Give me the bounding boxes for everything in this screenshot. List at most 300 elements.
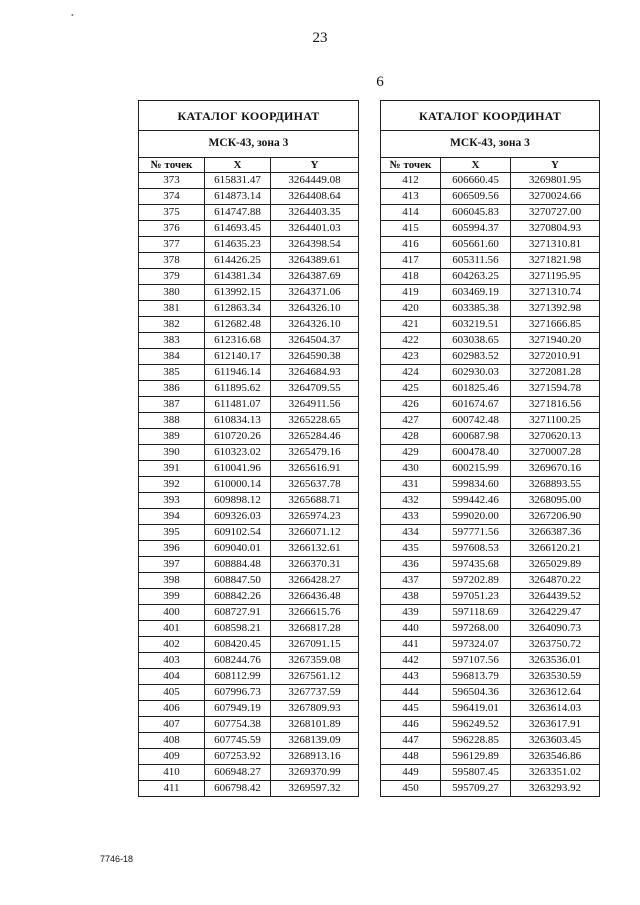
x-coordinate-cell: 606045.83 (441, 205, 511, 221)
y-coordinate-cell: 3269597.32 (271, 781, 359, 797)
table-row (381, 445, 600, 461)
x-coordinate-cell: 597435.68 (441, 557, 511, 573)
x-coordinate-cell: 597771.56 (441, 525, 511, 541)
y-coordinate-cell: 3264504.37 (271, 333, 359, 349)
x-coordinate-cell: 608847.50 (205, 573, 271, 589)
column-header-y: Y (271, 158, 359, 173)
point-number-cell: 423 (381, 349, 441, 365)
point-number-cell: 435 (381, 541, 441, 557)
table-row (139, 333, 359, 349)
point-number-cell: 406 (139, 701, 205, 717)
y-coordinate-cell: 3264911.56 (271, 397, 359, 413)
point-number-cell: 438 (381, 589, 441, 605)
table-row (381, 333, 600, 349)
x-coordinate-cell: 608420.45 (205, 637, 271, 653)
y-coordinate-cell: 3263750.72 (511, 637, 600, 653)
x-coordinate-cell: 610000.14 (205, 477, 271, 493)
table-row (139, 653, 359, 669)
y-coordinate-cell: 3270007.28 (511, 445, 600, 461)
table-row (139, 733, 359, 749)
x-coordinate-cell: 599020.00 (441, 509, 511, 525)
point-number-cell: 429 (381, 445, 441, 461)
table-row (139, 669, 359, 685)
y-coordinate-cell: 3266387.36 (511, 525, 600, 541)
point-number-cell: 393 (139, 493, 205, 509)
y-coordinate-cell: 3271195.95 (511, 269, 600, 285)
y-coordinate-cell: 3266428.27 (271, 573, 359, 589)
point-number-cell: 376 (139, 221, 205, 237)
point-number-cell: 379 (139, 269, 205, 285)
x-coordinate-cell: 612682.48 (205, 317, 271, 333)
table-row (381, 749, 600, 765)
table-row (381, 285, 600, 301)
y-coordinate-cell: 3267359.08 (271, 653, 359, 669)
scan-mark: • (71, 11, 74, 20)
y-coordinate-cell: 3266120.21 (511, 541, 600, 557)
column-header-x: X (205, 158, 271, 173)
point-number-cell: 441 (381, 637, 441, 653)
x-coordinate-cell: 603038.65 (441, 333, 511, 349)
table-row (139, 173, 359, 189)
x-coordinate-cell: 614747.88 (205, 205, 271, 221)
x-coordinate-cell: 597107.56 (441, 653, 511, 669)
x-coordinate-cell: 596419.01 (441, 701, 511, 717)
x-coordinate-cell: 607253.92 (205, 749, 271, 765)
y-coordinate-cell: 3271666.85 (511, 317, 600, 333)
y-coordinate-cell: 3267561.12 (271, 669, 359, 685)
y-coordinate-cell: 3269670.16 (511, 461, 600, 477)
table-row (381, 525, 600, 541)
point-number-cell: 395 (139, 525, 205, 541)
point-number-cell: 433 (381, 509, 441, 525)
table-row (139, 685, 359, 701)
point-number-cell: 445 (381, 701, 441, 717)
point-number-cell: 415 (381, 221, 441, 237)
table-row (381, 653, 600, 669)
x-coordinate-cell: 597268.00 (441, 621, 511, 637)
point-number-cell: 437 (381, 573, 441, 589)
y-coordinate-cell: 3264870.22 (511, 573, 600, 589)
y-coordinate-cell: 3271392.98 (511, 301, 600, 317)
table-row (139, 605, 359, 621)
point-number-cell: 413 (381, 189, 441, 205)
point-number-cell: 399 (139, 589, 205, 605)
y-coordinate-cell: 3263530.59 (511, 669, 600, 685)
table-row (139, 589, 359, 605)
x-coordinate-cell: 608727.91 (205, 605, 271, 621)
point-number-cell: 436 (381, 557, 441, 573)
y-coordinate-cell: 3268101.89 (271, 717, 359, 733)
x-coordinate-cell: 614873.14 (205, 189, 271, 205)
point-number-cell: 420 (381, 301, 441, 317)
table-row (381, 317, 600, 333)
y-coordinate-cell: 3264229.47 (511, 605, 600, 621)
table-row (381, 349, 600, 365)
x-coordinate-cell: 603219.51 (441, 317, 511, 333)
x-coordinate-cell: 609898.12 (205, 493, 271, 509)
y-coordinate-cell: 3266615.76 (271, 605, 359, 621)
table-row (139, 253, 359, 269)
point-number-cell: 408 (139, 733, 205, 749)
x-coordinate-cell: 610720.26 (205, 429, 271, 445)
point-number-cell: 430 (381, 461, 441, 477)
table-title: КАТАЛОГ КООРДИНАТ (381, 101, 600, 131)
y-coordinate-cell: 3265616.91 (271, 461, 359, 477)
table-row (139, 317, 359, 333)
document-code: 7746-18 (100, 854, 134, 864)
table-row (139, 461, 359, 477)
y-coordinate-cell: 3268095.00 (511, 493, 600, 509)
table-row (381, 781, 600, 797)
point-number-cell: 442 (381, 653, 441, 669)
table-row (139, 717, 359, 733)
point-number-cell: 443 (381, 669, 441, 685)
x-coordinate-cell: 603469.19 (441, 285, 511, 301)
x-coordinate-cell: 602983.52 (441, 349, 511, 365)
table-row (139, 525, 359, 541)
point-number-cell: 446 (381, 717, 441, 733)
point-number-cell: 389 (139, 429, 205, 445)
x-coordinate-cell: 614426.25 (205, 253, 271, 269)
y-coordinate-cell: 3272081.28 (511, 365, 600, 381)
x-coordinate-cell: 610323.02 (205, 445, 271, 461)
x-coordinate-cell: 605994.37 (441, 221, 511, 237)
x-coordinate-cell: 600215.99 (441, 461, 511, 477)
point-number-cell: 403 (139, 653, 205, 669)
x-coordinate-cell: 611481.07 (205, 397, 271, 413)
table-row (381, 269, 600, 285)
y-coordinate-cell: 3264387.69 (271, 269, 359, 285)
point-number-cell: 440 (381, 621, 441, 637)
column-header-y: Y (511, 158, 600, 173)
y-coordinate-cell: 3268139.09 (271, 733, 359, 749)
point-number-cell: 375 (139, 205, 205, 221)
x-coordinate-cell: 613992.15 (205, 285, 271, 301)
table-row (381, 701, 600, 717)
table-row (381, 253, 600, 269)
x-coordinate-cell: 607754.38 (205, 717, 271, 733)
point-number-cell: 428 (381, 429, 441, 445)
table-row (381, 477, 600, 493)
point-number-cell: 380 (139, 285, 205, 301)
x-coordinate-cell: 596813.79 (441, 669, 511, 685)
point-number-cell: 402 (139, 637, 205, 653)
y-coordinate-cell: 3267206.90 (511, 509, 600, 525)
y-coordinate-cell: 3268893.55 (511, 477, 600, 493)
point-number-cell: 422 (381, 333, 441, 349)
point-number-cell: 407 (139, 717, 205, 733)
y-coordinate-cell: 3271594.78 (511, 381, 600, 397)
table-row (381, 685, 600, 701)
x-coordinate-cell: 608112.99 (205, 669, 271, 685)
y-coordinate-cell: 3266071.12 (271, 525, 359, 541)
table-row (139, 397, 359, 413)
x-coordinate-cell: 596228.85 (441, 733, 511, 749)
point-number-cell: 427 (381, 413, 441, 429)
table-row (139, 621, 359, 637)
table-row (381, 717, 600, 733)
y-coordinate-cell: 3265284.46 (271, 429, 359, 445)
y-coordinate-cell: 3270024.66 (511, 189, 600, 205)
y-coordinate-cell: 3264449.08 (271, 173, 359, 189)
x-coordinate-cell: 606798.42 (205, 781, 271, 797)
point-number-cell: 385 (139, 365, 205, 381)
x-coordinate-cell: 614381.34 (205, 269, 271, 285)
table-row (381, 365, 600, 381)
point-number-cell: 390 (139, 445, 205, 461)
table-row (139, 413, 359, 429)
y-coordinate-cell: 3271821.98 (511, 253, 600, 269)
point-number-cell: 384 (139, 349, 205, 365)
y-coordinate-cell: 3265228.65 (271, 413, 359, 429)
table-row (381, 493, 600, 509)
y-coordinate-cell: 3267737.59 (271, 685, 359, 701)
x-coordinate-cell: 608244.76 (205, 653, 271, 669)
y-coordinate-cell: 3264709.55 (271, 381, 359, 397)
point-number-cell: 388 (139, 413, 205, 429)
point-number-cell: 401 (139, 621, 205, 637)
table-row (381, 381, 600, 397)
x-coordinate-cell: 612140.17 (205, 349, 271, 365)
table-row (139, 573, 359, 589)
point-number-cell: 409 (139, 749, 205, 765)
table-row (139, 429, 359, 445)
point-number-cell: 391 (139, 461, 205, 477)
x-coordinate-cell: 611946.14 (205, 365, 271, 381)
point-number-cell: 417 (381, 253, 441, 269)
point-number-cell: 381 (139, 301, 205, 317)
x-coordinate-cell: 608842.26 (205, 589, 271, 605)
x-coordinate-cell: 605661.60 (441, 237, 511, 253)
x-coordinate-cell: 611895.62 (205, 381, 271, 397)
y-coordinate-cell: 3264326.10 (271, 301, 359, 317)
y-coordinate-cell: 3271816.56 (511, 397, 600, 413)
y-coordinate-cell: 3265479.16 (271, 445, 359, 461)
y-coordinate-cell: 3265974.23 (271, 509, 359, 525)
y-coordinate-cell: 3267809.93 (271, 701, 359, 717)
point-number-cell: 377 (139, 237, 205, 253)
x-coordinate-cell: 612316.68 (205, 333, 271, 349)
x-coordinate-cell: 600687.98 (441, 429, 511, 445)
x-coordinate-cell: 596504.36 (441, 685, 511, 701)
table-row (139, 637, 359, 653)
y-coordinate-cell: 3264684.93 (271, 365, 359, 381)
point-number-cell: 394 (139, 509, 205, 525)
table-row (139, 701, 359, 717)
table-row (381, 573, 600, 589)
table-row (381, 429, 600, 445)
table-subtitle: МСК-43, зона 3 (139, 131, 359, 158)
table-row (381, 461, 600, 477)
x-coordinate-cell: 602930.03 (441, 365, 511, 381)
point-number-cell: 421 (381, 317, 441, 333)
y-coordinate-cell: 3268913.16 (271, 749, 359, 765)
table-row (381, 205, 600, 221)
table-row (381, 733, 600, 749)
y-coordinate-cell: 3263293.92 (511, 781, 600, 797)
y-coordinate-cell: 3266132.61 (271, 541, 359, 557)
table-row (381, 589, 600, 605)
column-header-point-number: № точек (381, 158, 441, 173)
x-coordinate-cell: 597051.23 (441, 589, 511, 605)
x-coordinate-cell: 610834.13 (205, 413, 271, 429)
y-coordinate-cell: 3269370.99 (271, 765, 359, 781)
table-subtitle: МСК-43, зона 3 (381, 131, 600, 158)
x-coordinate-cell: 597118.69 (441, 605, 511, 621)
point-number-cell: 448 (381, 749, 441, 765)
x-coordinate-cell: 597324.07 (441, 637, 511, 653)
point-number-cell: 400 (139, 605, 205, 621)
table-row (139, 237, 359, 253)
y-coordinate-cell: 3270727.00 (511, 205, 600, 221)
table-row (139, 749, 359, 765)
point-number-cell: 434 (381, 525, 441, 541)
point-number-cell: 386 (139, 381, 205, 397)
x-coordinate-cell: 609102.54 (205, 525, 271, 541)
point-number-cell: 432 (381, 493, 441, 509)
x-coordinate-cell: 606948.27 (205, 765, 271, 781)
x-coordinate-cell: 607996.73 (205, 685, 271, 701)
table-row (139, 381, 359, 397)
y-coordinate-cell: 3271100.25 (511, 413, 600, 429)
table-row (381, 621, 600, 637)
y-coordinate-cell: 3263351.02 (511, 765, 600, 781)
table-row (139, 285, 359, 301)
y-coordinate-cell: 3266370.31 (271, 557, 359, 573)
table-row (139, 509, 359, 525)
y-coordinate-cell: 3270804.93 (511, 221, 600, 237)
x-coordinate-cell: 605311.56 (441, 253, 511, 269)
point-number-cell: 447 (381, 733, 441, 749)
point-number-cell: 424 (381, 365, 441, 381)
x-coordinate-cell: 607745.59 (205, 733, 271, 749)
point-number-cell: 411 (139, 781, 205, 797)
y-coordinate-cell: 3264326.10 (271, 317, 359, 333)
x-coordinate-cell: 608598.21 (205, 621, 271, 637)
y-coordinate-cell: 3266817.28 (271, 621, 359, 637)
table-row (381, 173, 600, 189)
y-coordinate-cell: 3264401.03 (271, 221, 359, 237)
y-coordinate-cell: 3263612.64 (511, 685, 600, 701)
point-number-cell: 398 (139, 573, 205, 589)
table-row (139, 349, 359, 365)
y-coordinate-cell: 3264398.54 (271, 237, 359, 253)
point-number-cell: 378 (139, 253, 205, 269)
page-number: 23 (312, 30, 328, 46)
point-number-cell: 405 (139, 685, 205, 701)
table-row (381, 509, 600, 525)
x-coordinate-cell: 604263.25 (441, 269, 511, 285)
x-coordinate-cell: 601825.46 (441, 381, 511, 397)
x-coordinate-cell: 612863.34 (205, 301, 271, 317)
table-row (139, 269, 359, 285)
table-row (139, 221, 359, 237)
point-number-cell: 414 (381, 205, 441, 221)
x-coordinate-cell: 595709.27 (441, 781, 511, 797)
table-row (139, 541, 359, 557)
y-coordinate-cell: 3271940.20 (511, 333, 600, 349)
x-coordinate-cell: 596249.52 (441, 717, 511, 733)
point-number-cell: 392 (139, 477, 205, 493)
coordinate-catalog-table-left (138, 100, 359, 797)
table-row (139, 765, 359, 781)
point-number-cell: 374 (139, 189, 205, 205)
x-coordinate-cell: 610041.96 (205, 461, 271, 477)
y-coordinate-cell: 3265637.78 (271, 477, 359, 493)
point-number-cell: 426 (381, 397, 441, 413)
y-coordinate-cell: 3271310.74 (511, 285, 600, 301)
x-coordinate-cell: 607949.19 (205, 701, 271, 717)
table-row (381, 301, 600, 317)
x-coordinate-cell: 595807.45 (441, 765, 511, 781)
table-row (139, 301, 359, 317)
y-coordinate-cell: 3267091.15 (271, 637, 359, 653)
y-coordinate-cell: 3269801.95 (511, 173, 600, 189)
y-coordinate-cell: 3264590.38 (271, 349, 359, 365)
table-body (381, 173, 600, 797)
table-row (381, 413, 600, 429)
point-number-cell: 410 (139, 765, 205, 781)
y-coordinate-cell: 3263536.01 (511, 653, 600, 669)
point-number-cell: 412 (381, 173, 441, 189)
y-coordinate-cell: 3265029.89 (511, 557, 600, 573)
x-coordinate-cell: 615831.47 (205, 173, 271, 189)
x-coordinate-cell: 600478.40 (441, 445, 511, 461)
point-number-cell: 439 (381, 605, 441, 621)
coordinate-catalog-table-right (380, 100, 600, 797)
x-coordinate-cell: 603385.38 (441, 301, 511, 317)
x-coordinate-cell: 609326.03 (205, 509, 271, 525)
x-coordinate-cell: 614635.23 (205, 237, 271, 253)
point-number-cell: 450 (381, 781, 441, 797)
table-row (381, 605, 600, 621)
x-coordinate-cell: 599442.46 (441, 493, 511, 509)
table-row (139, 205, 359, 221)
column-header-point-number: № точек (139, 158, 205, 173)
x-coordinate-cell: 597608.53 (441, 541, 511, 557)
point-number-cell: 387 (139, 397, 205, 413)
table-row (381, 557, 600, 573)
y-coordinate-cell: 3264408.64 (271, 189, 359, 205)
y-coordinate-cell: 3265688.71 (271, 493, 359, 509)
table-row (381, 237, 600, 253)
table-row (381, 221, 600, 237)
y-coordinate-cell: 3264371.06 (271, 285, 359, 301)
x-coordinate-cell: 606660.45 (441, 173, 511, 189)
point-number-cell: 373 (139, 173, 205, 189)
y-coordinate-cell: 3263617.91 (511, 717, 600, 733)
x-coordinate-cell: 609040.01 (205, 541, 271, 557)
x-coordinate-cell: 600742.48 (441, 413, 511, 429)
y-coordinate-cell: 3263603.45 (511, 733, 600, 749)
point-number-cell: 382 (139, 317, 205, 333)
table-row (139, 493, 359, 509)
table-row (381, 765, 600, 781)
point-number-cell: 383 (139, 333, 205, 349)
point-number-cell: 416 (381, 237, 441, 253)
point-number-cell: 418 (381, 269, 441, 285)
y-coordinate-cell: 3266436.48 (271, 589, 359, 605)
table-row (139, 445, 359, 461)
table-row (139, 365, 359, 381)
y-coordinate-cell: 3264403.35 (271, 205, 359, 221)
y-coordinate-cell: 3272010.91 (511, 349, 600, 365)
table-row (381, 541, 600, 557)
x-coordinate-cell: 599834.60 (441, 477, 511, 493)
point-number-cell: 444 (381, 685, 441, 701)
point-number-cell: 404 (139, 669, 205, 685)
table-row (381, 637, 600, 653)
